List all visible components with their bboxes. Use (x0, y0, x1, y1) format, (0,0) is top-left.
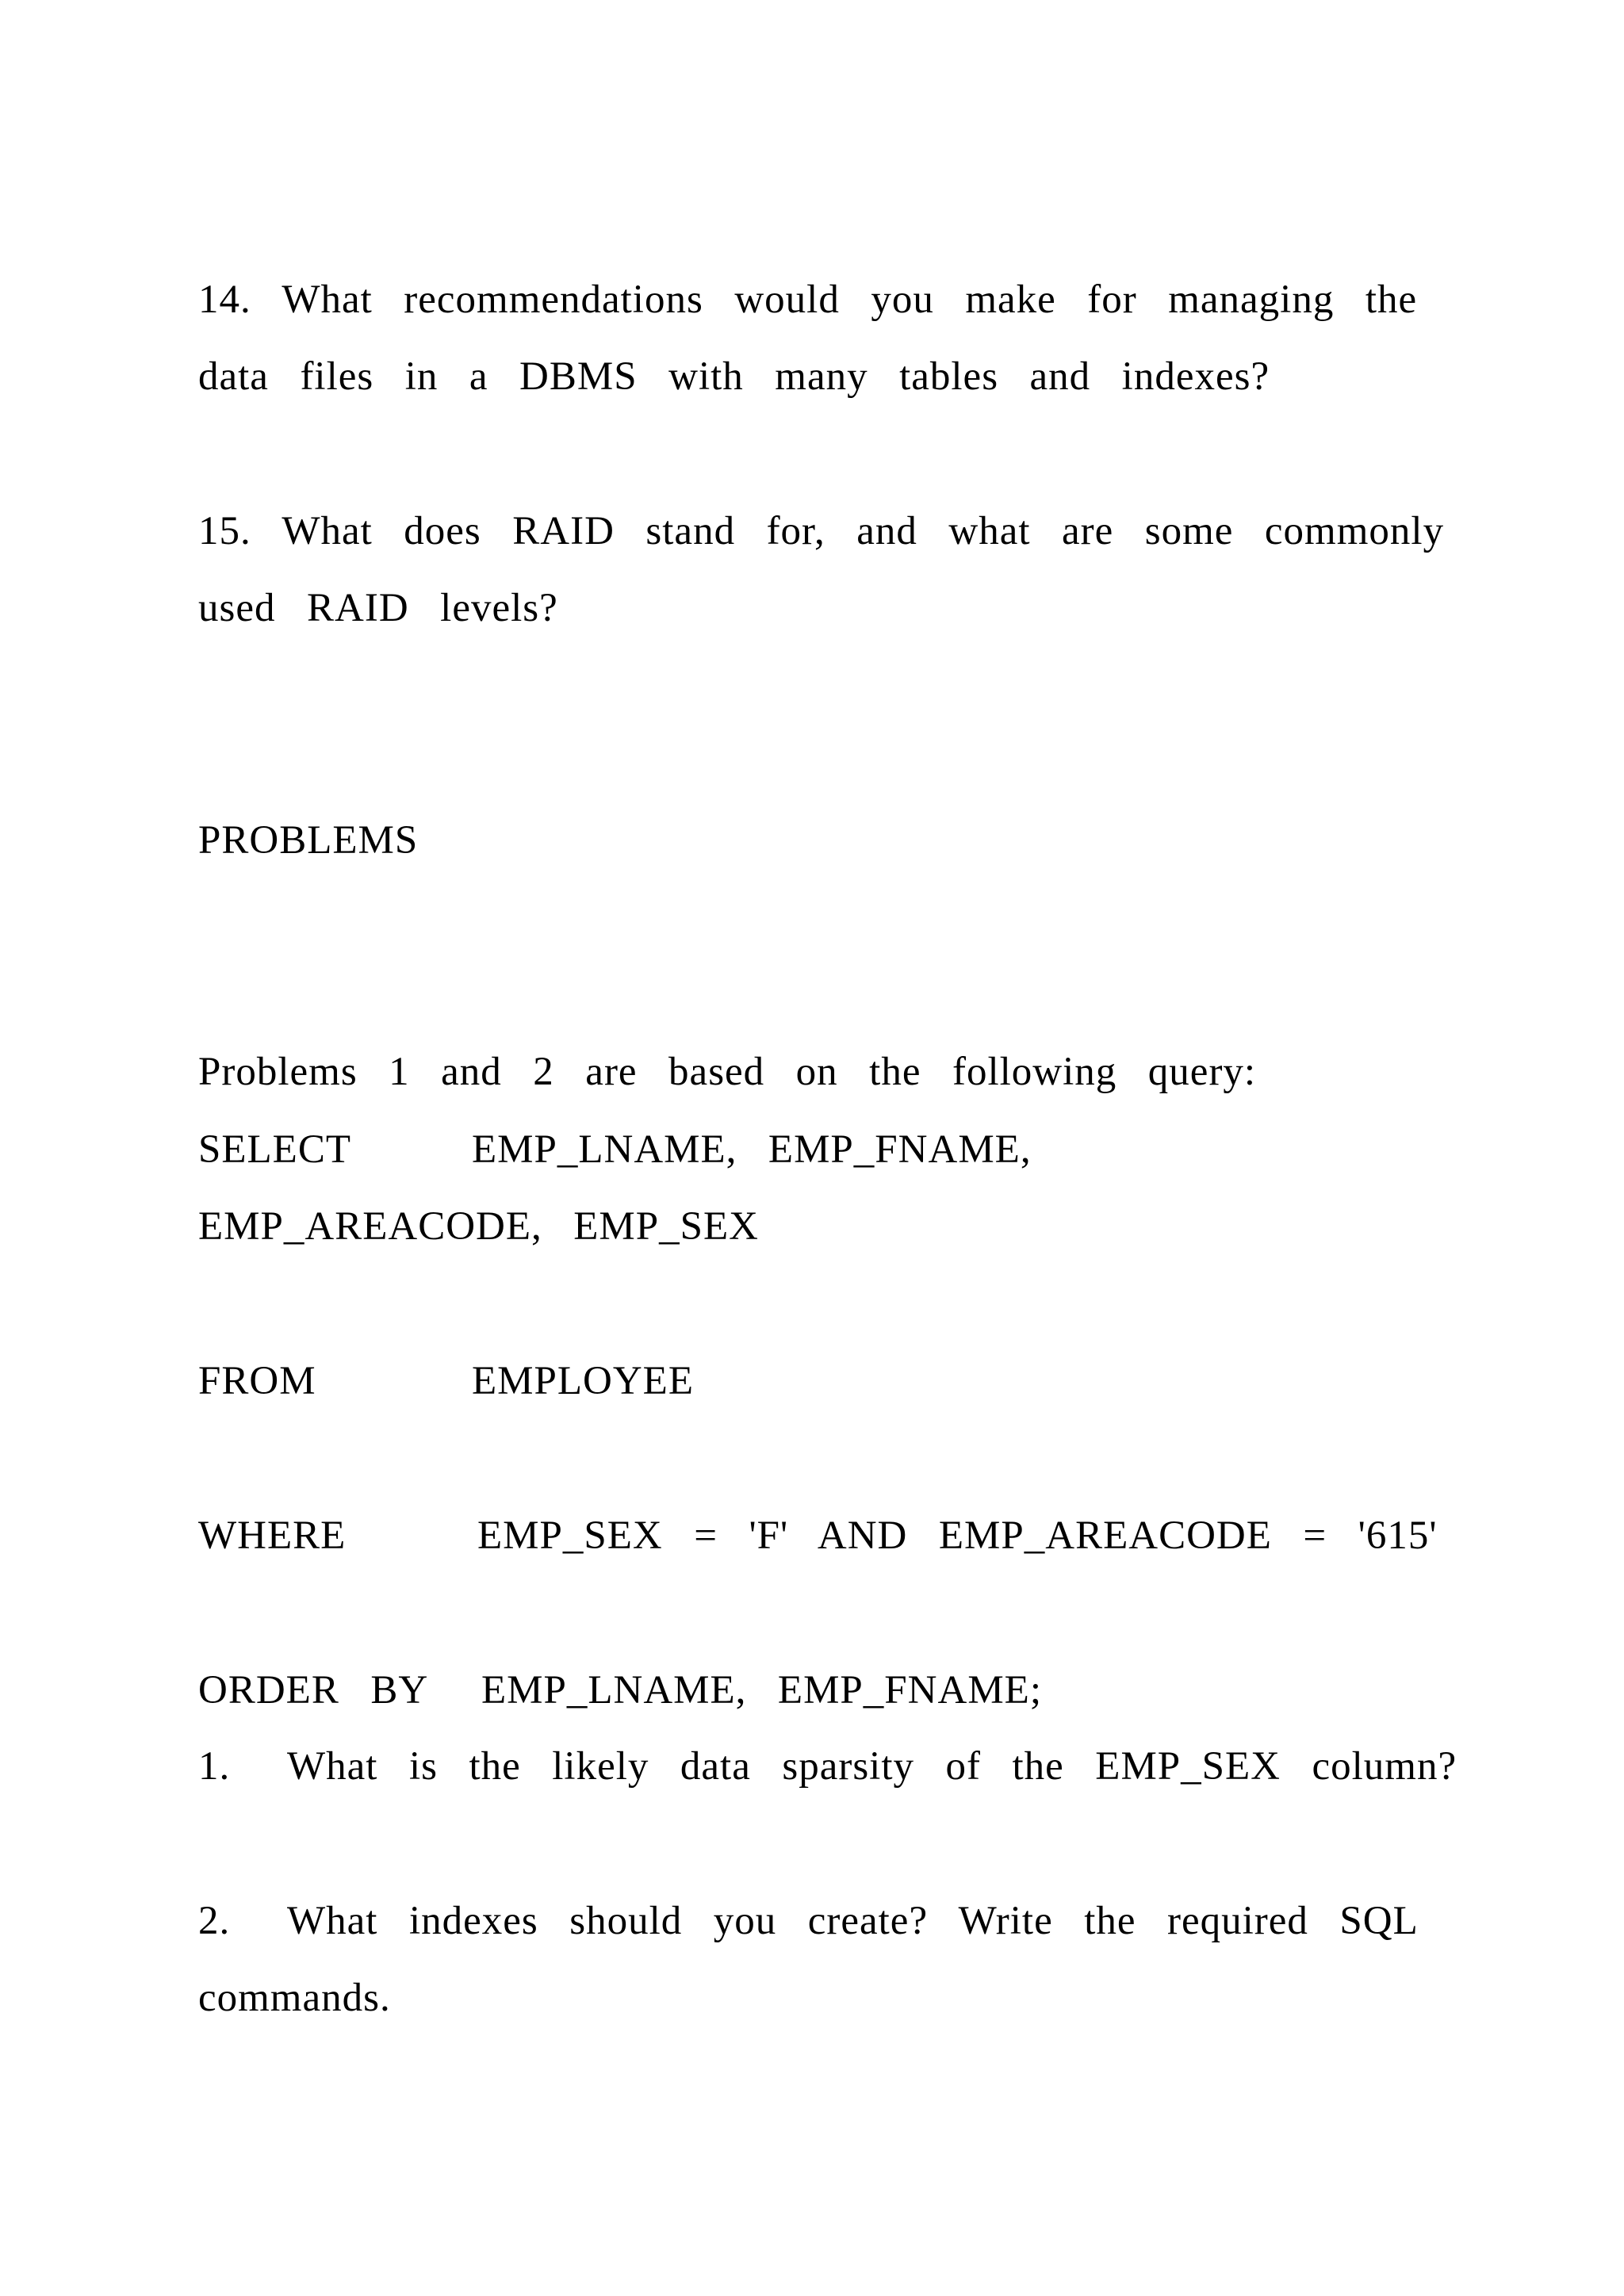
problem-2-text-cont: commands. (198, 1976, 391, 2020)
problem-1 (198, 1743, 1457, 1885)
query-select-columns: EMP_LNAME, EMP_FNAME, (472, 1127, 1032, 1172)
query-where-condition: EMP_SEX = 'F' AND EMP_AREACODE = '615' (477, 1513, 1438, 1558)
question-15-line-2: used RAID levels? (198, 586, 558, 630)
query-order-columns: EMP_LNAME, EMP_FNAME; (481, 1668, 1042, 1712)
query-select-columns-cont: EMP_AREACODE, EMP_SEX (198, 1204, 759, 1249)
question-14-line-1: 14. What recommendations would you make for managing the (198, 277, 1418, 322)
query-from-keyword: FROM (198, 1359, 316, 1403)
section-heading-problems: PROBLEMS (198, 818, 419, 863)
question-15-line-1: 15. What does RAID stand for, and what are some commonly (198, 509, 1445, 553)
problem-1-number: 1. (198, 1744, 231, 1789)
query-from-line (198, 1357, 694, 1500)
question-14-line-2: data files in a DBMS with many tables and indexes? (198, 354, 1270, 399)
query-where-line (198, 1512, 1438, 1655)
query-from-table: EMPLOYEE (472, 1359, 694, 1403)
problems-intro: Problems 1 and 2 are based on the following query: (198, 1050, 1257, 1094)
query-where-keyword: WHERE (198, 1513, 347, 1558)
query-order-keyword: ORDER BY (198, 1668, 429, 1712)
problem-2-text: What indexes should you create? Write the required SQL (287, 1899, 1419, 1943)
problem-2-number: 2. (198, 1899, 231, 1943)
problem-1-text: What is the likely data sparsity of the EMP_SEX column? (287, 1744, 1457, 1789)
query-select-keyword: SELECT (198, 1127, 351, 1172)
